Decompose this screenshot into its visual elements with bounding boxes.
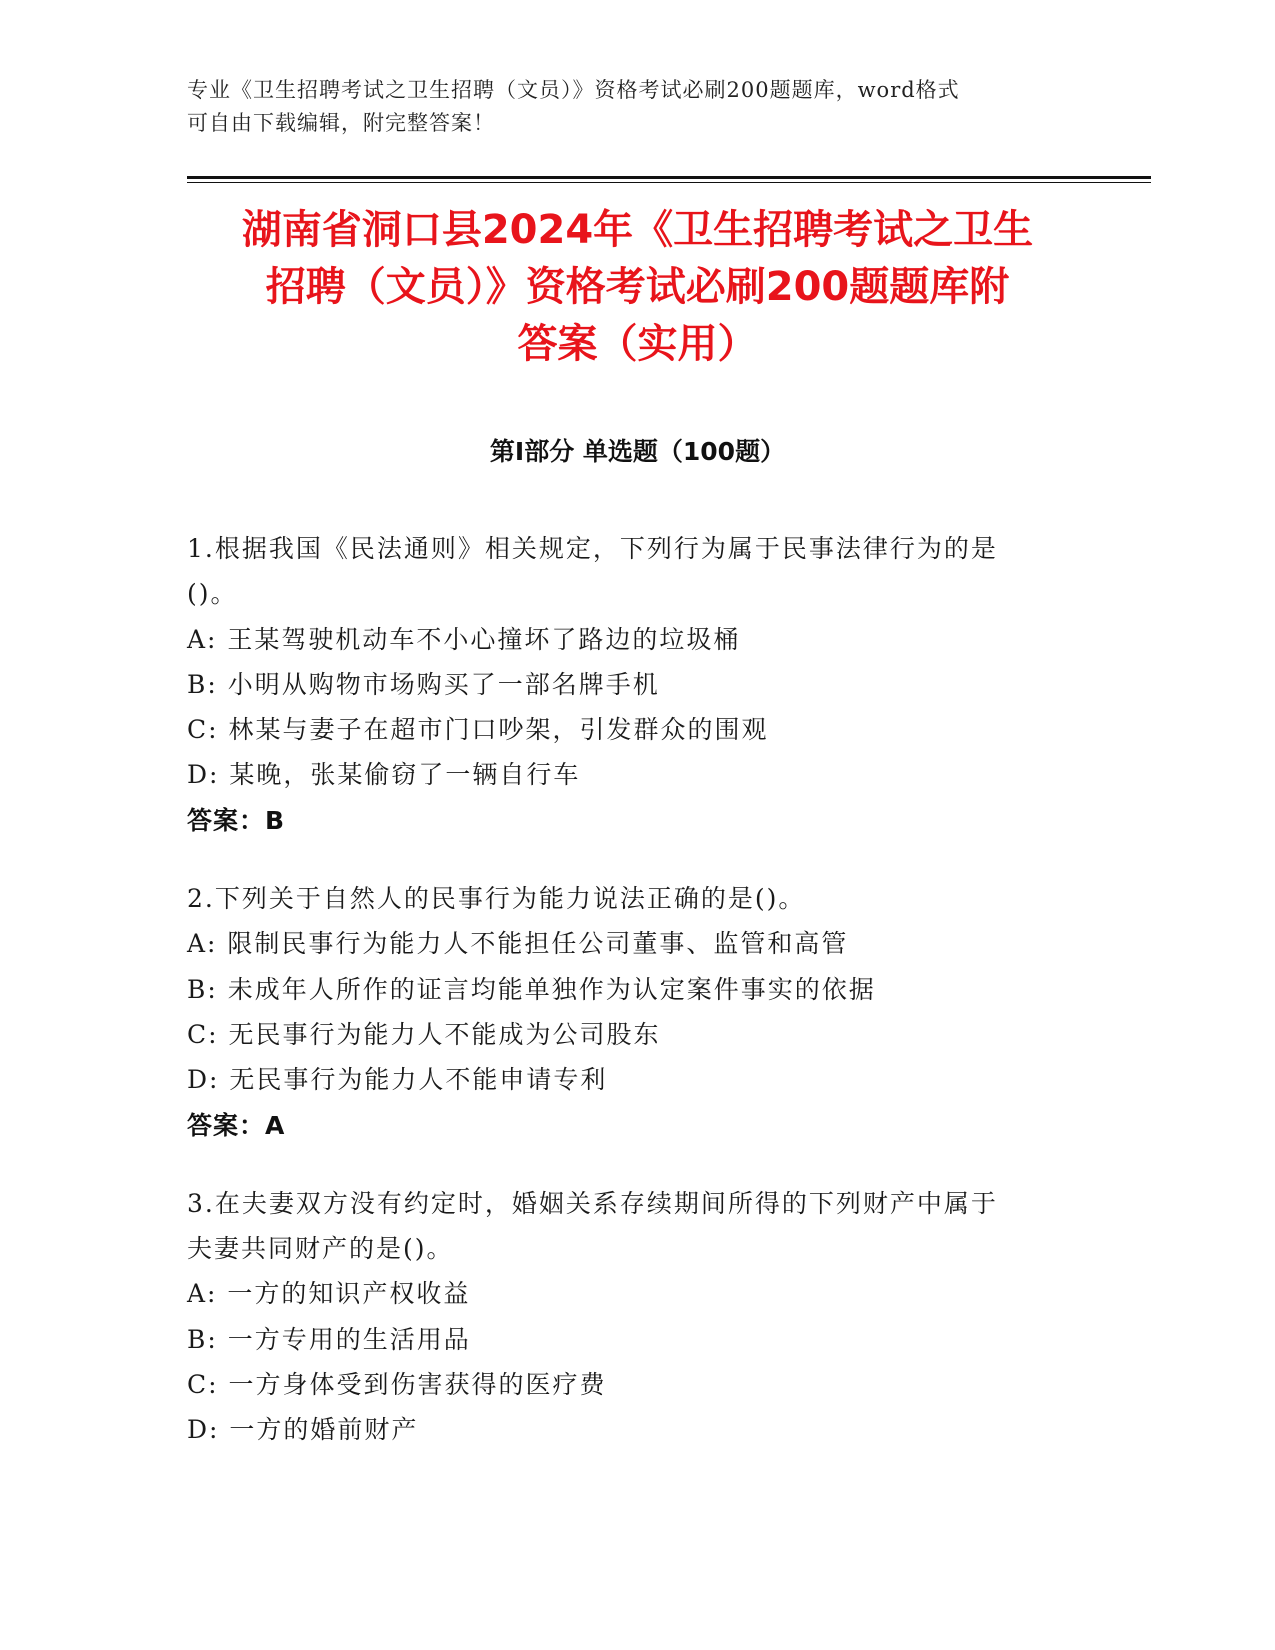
question-stem-line: 3.在夫妻双方没有约定时，婚姻关系存续期间所得的下列财产中属于	[187, 1188, 998, 1218]
question-1	[187, 526, 1087, 843]
option-a: A: 一方的知识产权收益	[187, 1279, 471, 1309]
option-c: C: 无民事行为能力人不能成为公司股东	[187, 1019, 661, 1049]
question-stem-line: 1.根据我国《民法通则》相关规定，下列行为属于民事法律行为的是	[187, 534, 998, 563]
option-b: B: 小明从购物市场购买了一部名牌手机	[187, 669, 660, 699]
header-rule-thick	[187, 176, 1151, 179]
question-stem-line: ()。	[187, 579, 238, 609]
header-note-line-2: 可自由下载编辑，附完整答案！	[187, 111, 495, 135]
question-stem-line: 2.下列关于自然人的民事行为能力说法正确的是()。	[187, 884, 806, 914]
title-line-2: 招聘（文员）》资格考试必刷200题题库附	[265, 264, 1010, 310]
question-list	[187, 526, 1087, 1486]
document-title	[160, 202, 1115, 373]
answer-label: 答案：A	[187, 1110, 286, 1140]
title-line-1: 湖南省洞口县2024年《卫生招聘考试之卫生	[241, 207, 1034, 253]
title-line-3: 答案（实用）	[517, 321, 758, 367]
option-a: A: 王某驾驶机动车不小心撞坏了路边的垃圾桶	[187, 624, 741, 654]
section-heading: 第Ⅰ部分 单选题（100题）	[489, 437, 786, 466]
question-2	[187, 876, 1087, 1148]
option-c: C: 林某与妻子在超市门口吵架，引发群众的围观	[187, 715, 769, 745]
option-d: D: 某晚，张某偷窃了一辆自行车	[187, 760, 581, 790]
header-note	[187, 74, 1087, 140]
option-d: D: 一方的婚前财产	[187, 1415, 419, 1445]
option-b: B: 未成年人所作的证言均能单独作为认定案件事实的依据	[187, 974, 876, 1004]
option-c: C: 一方身体受到伤害获得的医疗费	[187, 1370, 607, 1400]
answer-label: 答案：B	[187, 805, 286, 835]
question-3	[187, 1181, 1087, 1453]
header-rule-thin	[187, 182, 1151, 183]
header-note-line-1: 专业《卫生招聘考试之卫生招聘（文员）》资格考试必刷200题题库，word格式	[187, 78, 960, 102]
option-a: A: 限制民事行为能力人不能担任公司董事、监管和高管	[187, 929, 849, 959]
option-b: B: 一方专用的生活用品	[187, 1324, 471, 1354]
option-d: D: 无民事行为能力人不能申请专利	[187, 1065, 608, 1095]
question-stem-line: 夫妻共同财产的是()。	[187, 1234, 454, 1264]
